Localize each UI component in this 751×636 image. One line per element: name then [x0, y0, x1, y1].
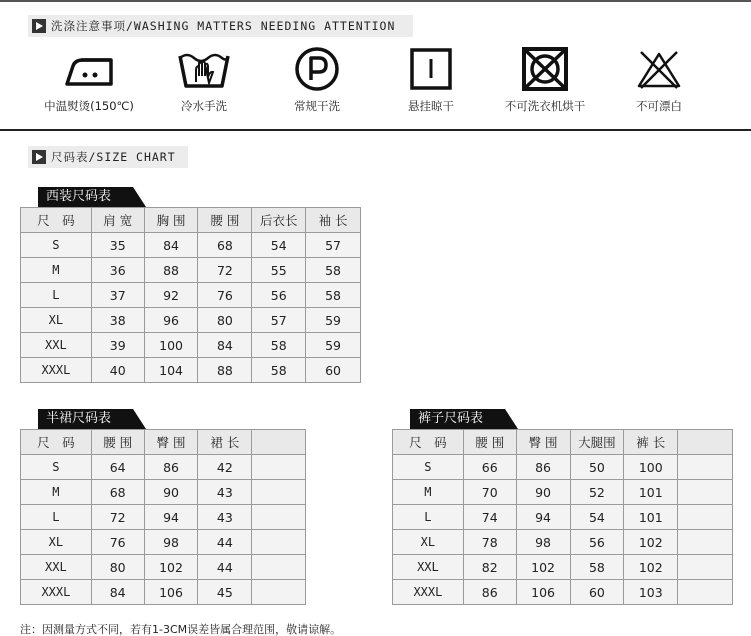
table-row: [393, 455, 733, 480]
table-cell: 82: [463, 555, 516, 580]
measurement-note: 注：因测量方式不同，若有1-3CM误差皆属合理范围，敬请谅解。: [20, 623, 342, 636]
table-cell: XXXL: [21, 358, 92, 383]
care-item-dry-clean: [262, 46, 372, 114]
header-back-length: 后衣长: [252, 208, 306, 233]
table-row: [21, 258, 361, 283]
table-cell: 90: [144, 480, 198, 505]
header-size: 尺 码: [21, 430, 92, 455]
table-cell: 44: [198, 530, 252, 555]
care-item-no-tumble-dry: [490, 46, 600, 114]
table-cell: 80: [91, 555, 144, 580]
header-waist: 腰 围: [198, 208, 252, 233]
table-cell: 59: [306, 333, 361, 358]
table-cell: 66: [463, 455, 516, 480]
table-cell: 43: [198, 480, 252, 505]
header-waist: 腰 围: [463, 430, 516, 455]
suit-size-table: [20, 207, 361, 383]
table-cell: M: [21, 258, 92, 283]
table-cell: M: [21, 480, 92, 505]
header-skirt-length: 裙 长: [198, 430, 252, 455]
arrow-icon: [32, 150, 46, 164]
table-cell: [678, 555, 733, 580]
table-cell: 92: [144, 283, 198, 308]
no-tumble-dry-icon: [517, 46, 573, 92]
care-label: 冷水手洗: [181, 99, 227, 113]
table-cell: 57: [306, 233, 361, 258]
table-header-row: [21, 208, 361, 233]
pants-table-tab: [410, 409, 518, 429]
table-cell: 58: [252, 333, 306, 358]
table-cell: M: [393, 480, 464, 505]
header-empty: [678, 430, 733, 455]
table-cell: 101: [624, 505, 678, 530]
header-size: 尺 码: [393, 430, 464, 455]
washing-section-header: [28, 15, 413, 37]
table-cell: 103: [624, 580, 678, 605]
header-hip: 臀 围: [516, 430, 570, 455]
table-row: [393, 555, 733, 580]
table-row: [21, 480, 306, 505]
table-cell: 94: [516, 505, 570, 530]
table-row: [21, 358, 361, 383]
table-cell: S: [21, 233, 92, 258]
table-cell: XXXL: [21, 580, 92, 605]
table-cell: 58: [306, 258, 361, 283]
table-row: [21, 283, 361, 308]
table-row: [21, 308, 361, 333]
table-cell: 60: [570, 580, 624, 605]
table-cell: [252, 555, 306, 580]
arrow-icon: [32, 19, 46, 33]
table-cell: 94: [144, 505, 198, 530]
table-cell: S: [21, 455, 92, 480]
table-cell: 68: [91, 480, 144, 505]
table-cell: S: [393, 455, 464, 480]
washing-section-title: 洗涤注意事项/WASHING MATTERS NEEDING ATTENTION: [51, 19, 396, 33]
table-cell: 98: [144, 530, 198, 555]
table-row: [393, 505, 733, 530]
care-item-no-bleach: [604, 46, 714, 114]
table-cell: 56: [252, 283, 306, 308]
care-label: 不可洗衣机烘干: [504, 99, 586, 113]
table-cell: 58: [252, 358, 306, 383]
table-cell: 100: [144, 333, 198, 358]
table-cell: 76: [198, 283, 252, 308]
table-cell: 102: [624, 555, 678, 580]
table-cell: 50: [570, 455, 624, 480]
table-cell: 64: [91, 455, 144, 480]
table-cell: 72: [198, 258, 252, 283]
skirt-table-tab: [38, 409, 146, 429]
table-cell: [252, 480, 306, 505]
table-cell: 88: [144, 258, 198, 283]
table-cell: 74: [463, 505, 516, 530]
hand-wash-icon: [176, 46, 232, 92]
size-chart-title: 尺码表/SIZE CHART: [51, 150, 176, 164]
table-cell: 106: [516, 580, 570, 605]
table-cell: 55: [252, 258, 306, 283]
pants-size-table: [392, 429, 733, 605]
skirt-table-title: 半裙尺码表: [46, 411, 112, 426]
header-hip: 臀 围: [144, 430, 198, 455]
pants-table-title: 裤子尺码表: [418, 411, 484, 426]
table-cell: [252, 505, 306, 530]
table-cell: 106: [144, 580, 198, 605]
table-header-row: [21, 430, 306, 455]
table-cell: XL: [21, 530, 92, 555]
table-cell: 88: [198, 358, 252, 383]
care-label: 常规干洗: [294, 99, 340, 113]
table-cell: 102: [516, 555, 570, 580]
table-cell: 45: [198, 580, 252, 605]
table-cell: 100: [624, 455, 678, 480]
table-cell: [678, 480, 733, 505]
table-cell: 42: [198, 455, 252, 480]
table-cell: XXL: [393, 555, 464, 580]
table-cell: 59: [306, 308, 361, 333]
table-cell: 90: [516, 480, 570, 505]
header-empty: [252, 430, 306, 455]
care-item-iron: [34, 46, 144, 114]
table-cell: 84: [198, 333, 252, 358]
table-row: [21, 580, 306, 605]
table-row: [21, 333, 361, 358]
table-cell: 101: [624, 480, 678, 505]
care-item-hand-wash: [149, 46, 259, 114]
table-row: [21, 233, 361, 258]
table-cell: 86: [516, 455, 570, 480]
table-cell: 56: [570, 530, 624, 555]
table-row: [393, 480, 733, 505]
no-bleach-icon: [631, 46, 687, 92]
table-cell: [252, 455, 306, 480]
size-chart-header: [28, 146, 188, 168]
table-cell: 36: [91, 258, 144, 283]
table-cell: XXL: [21, 333, 92, 358]
table-row: [393, 580, 733, 605]
skirt-size-table: [20, 429, 306, 605]
table-cell: L: [393, 505, 464, 530]
table-cell: [252, 580, 306, 605]
table-row: [21, 505, 306, 530]
table-cell: 54: [570, 505, 624, 530]
table-cell: [252, 530, 306, 555]
line-dry-icon: [403, 46, 459, 92]
table-cell: 54: [252, 233, 306, 258]
header-shoulder: 肩 宽: [91, 208, 144, 233]
table-cell: 58: [570, 555, 624, 580]
suit-table-title: 西装尺码表: [46, 189, 112, 204]
care-item-line-dry: [376, 46, 486, 114]
table-cell: 86: [144, 455, 198, 480]
table-cell: 102: [144, 555, 198, 580]
table-cell: XL: [21, 308, 92, 333]
table-cell: 84: [91, 580, 144, 605]
table-cell: [678, 580, 733, 605]
table-cell: 37: [91, 283, 144, 308]
table-cell: 104: [144, 358, 198, 383]
table-cell: XXL: [21, 555, 92, 580]
table-cell: XXXL: [393, 580, 464, 605]
care-label: 不可漂白: [636, 99, 682, 113]
table-cell: 39: [91, 333, 144, 358]
table-cell: L: [21, 283, 92, 308]
table-cell: 72: [91, 505, 144, 530]
table-cell: 44: [198, 555, 252, 580]
table-header-row: [393, 430, 733, 455]
table-cell: 68: [198, 233, 252, 258]
table-cell: 35: [91, 233, 144, 258]
care-label: 悬挂晾干: [408, 99, 454, 113]
table-cell: 98: [516, 530, 570, 555]
header-sleeve: 袖 长: [306, 208, 361, 233]
table-row: [21, 455, 306, 480]
table-row: [21, 530, 306, 555]
table-cell: 86: [463, 580, 516, 605]
table-cell: XL: [393, 530, 464, 555]
header-thigh: 大腿围: [570, 430, 624, 455]
table-cell: 58: [306, 283, 361, 308]
table-cell: 38: [91, 308, 144, 333]
section-divider: [0, 129, 751, 131]
table-cell: 78: [463, 530, 516, 555]
table-cell: 102: [624, 530, 678, 555]
table-cell: 70: [463, 480, 516, 505]
table-cell: 60: [306, 358, 361, 383]
care-label: 中温熨烫(150℃): [44, 99, 134, 113]
header-waist: 腰 围: [91, 430, 144, 455]
table-cell: [678, 505, 733, 530]
table-cell: L: [21, 505, 92, 530]
suit-table-tab: [38, 187, 146, 207]
table-cell: 96: [144, 308, 198, 333]
top-rule: [0, 0, 751, 2]
table-cell: [678, 530, 733, 555]
table-cell: 80: [198, 308, 252, 333]
table-row: [393, 530, 733, 555]
header-pants-length: 裤 长: [624, 430, 678, 455]
table-cell: [678, 455, 733, 480]
table-cell: 43: [198, 505, 252, 530]
table-cell: 84: [144, 233, 198, 258]
table-cell: 40: [91, 358, 144, 383]
table-cell: 76: [91, 530, 144, 555]
dry-clean-p-icon: [289, 46, 345, 92]
header-size: 尺 码: [21, 208, 92, 233]
header-chest: 胸 围: [144, 208, 198, 233]
iron-icon: [61, 46, 117, 92]
table-cell: 57: [252, 308, 306, 333]
table-row: [21, 555, 306, 580]
table-cell: 52: [570, 480, 624, 505]
